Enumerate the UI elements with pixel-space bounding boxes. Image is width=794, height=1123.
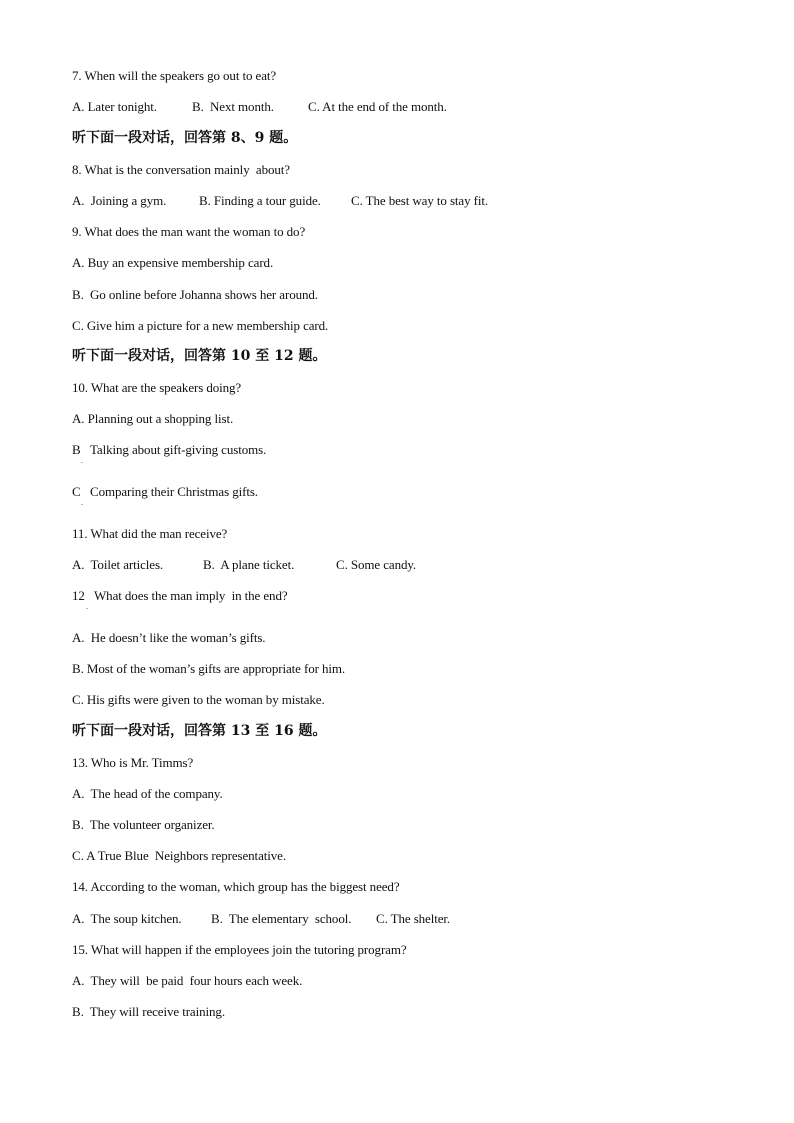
q10-option-c-letter: C <box>72 484 81 499</box>
question-8-options <box>72 193 722 209</box>
question-8: 8. What is the conversation mainly about? <box>72 162 290 177</box>
q14-option-b: B. The elementary school. <box>211 911 352 926</box>
question-15: 15. What will happen if the employees join the tutoring program? <box>72 942 407 957</box>
question-14: 14. According to the woman, which group has the biggest need? <box>72 879 400 894</box>
q8-option-a: A. Joining a gym. <box>72 193 167 208</box>
q11-option-a: A. Toilet articles. <box>72 557 164 572</box>
q13-option-b: B. The volunteer organizer. <box>72 817 215 832</box>
q11-option-c: C. Some candy. <box>336 557 417 572</box>
question-12-number: 12 <box>72 588 85 603</box>
q11-option-b: B. A plane ticket. <box>203 557 295 572</box>
question-11-options <box>72 557 722 573</box>
question-7: 7. When will the speakers go out to eat? <box>72 68 277 83</box>
question-10: 10. What are the speakers doing? <box>72 380 242 395</box>
q14-option-c: C. The shelter. <box>376 911 451 926</box>
q9-option-a: A. Buy an expensive membership card. <box>72 255 274 270</box>
question-12-text: What does the man imply in the end? <box>94 588 288 603</box>
q12-option-c: C. His gifts were given to the woman by mistake. <box>72 692 325 707</box>
q12-option-a: A. He doesn’t like the woman’s gifts. <box>72 630 266 645</box>
q10-option-c-dot: . <box>81 498 83 507</box>
q13-option-a: A. The head of the company. <box>72 786 223 801</box>
q9-option-b: B. Go online before Johanna shows her around. <box>72 287 318 302</box>
question-14-options <box>72 911 722 927</box>
question-7-options <box>72 99 722 115</box>
q7-option-c: C. At the end of the month. <box>308 99 447 114</box>
q7-option-b: B. Next month. <box>192 99 274 114</box>
question-12-dot: . <box>86 602 88 611</box>
q10-option-b <box>72 442 472 466</box>
section-heading-13-16: 听下面一段对话，回答第 13 至 16 题。 <box>72 723 327 739</box>
q10-option-a: A. Planning out a shopping list. <box>72 411 234 426</box>
q15-option-a: A. They will be paid four hours each week. <box>72 973 303 988</box>
q12-option-b: B. Most of the woman’s gifts are appropriate for him. <box>72 661 346 676</box>
q14-option-a: A. The soup kitchen. <box>72 911 182 926</box>
question-13: 13. Who is Mr. Timms? <box>72 755 194 770</box>
q7-option-a: A. Later tonight. <box>72 99 157 114</box>
q13-option-c: C. A True Blue Neighbors representative. <box>72 848 286 863</box>
section-heading-8-9: 听下面一段对话，回答第 8、9 题。 <box>72 130 298 146</box>
question-12 <box>72 588 472 612</box>
q10-option-b-text: Talking about gift-giving customs. <box>90 442 267 457</box>
q10-option-c-text: Comparing their Christmas gifts. <box>90 484 258 499</box>
question-9: 9. What does the man want the woman to do? <box>72 224 306 239</box>
q8-option-b: B. Finding a tour guide. <box>199 193 321 208</box>
question-11: 11. What did the man receive? <box>72 526 228 541</box>
q10-option-b-dot: . <box>81 456 83 465</box>
section-heading-10-12: 听下面一段对话，回答第 10 至 12 题。 <box>72 348 327 364</box>
q9-option-c: C. Give him a picture for a new membership card. <box>72 318 329 333</box>
q10-option-c <box>72 484 472 508</box>
q10-option-b-letter: B <box>72 442 81 457</box>
q15-option-b: B. They will receive training. <box>72 1004 225 1019</box>
q8-option-c: C. The best way to stay fit. <box>351 193 489 208</box>
